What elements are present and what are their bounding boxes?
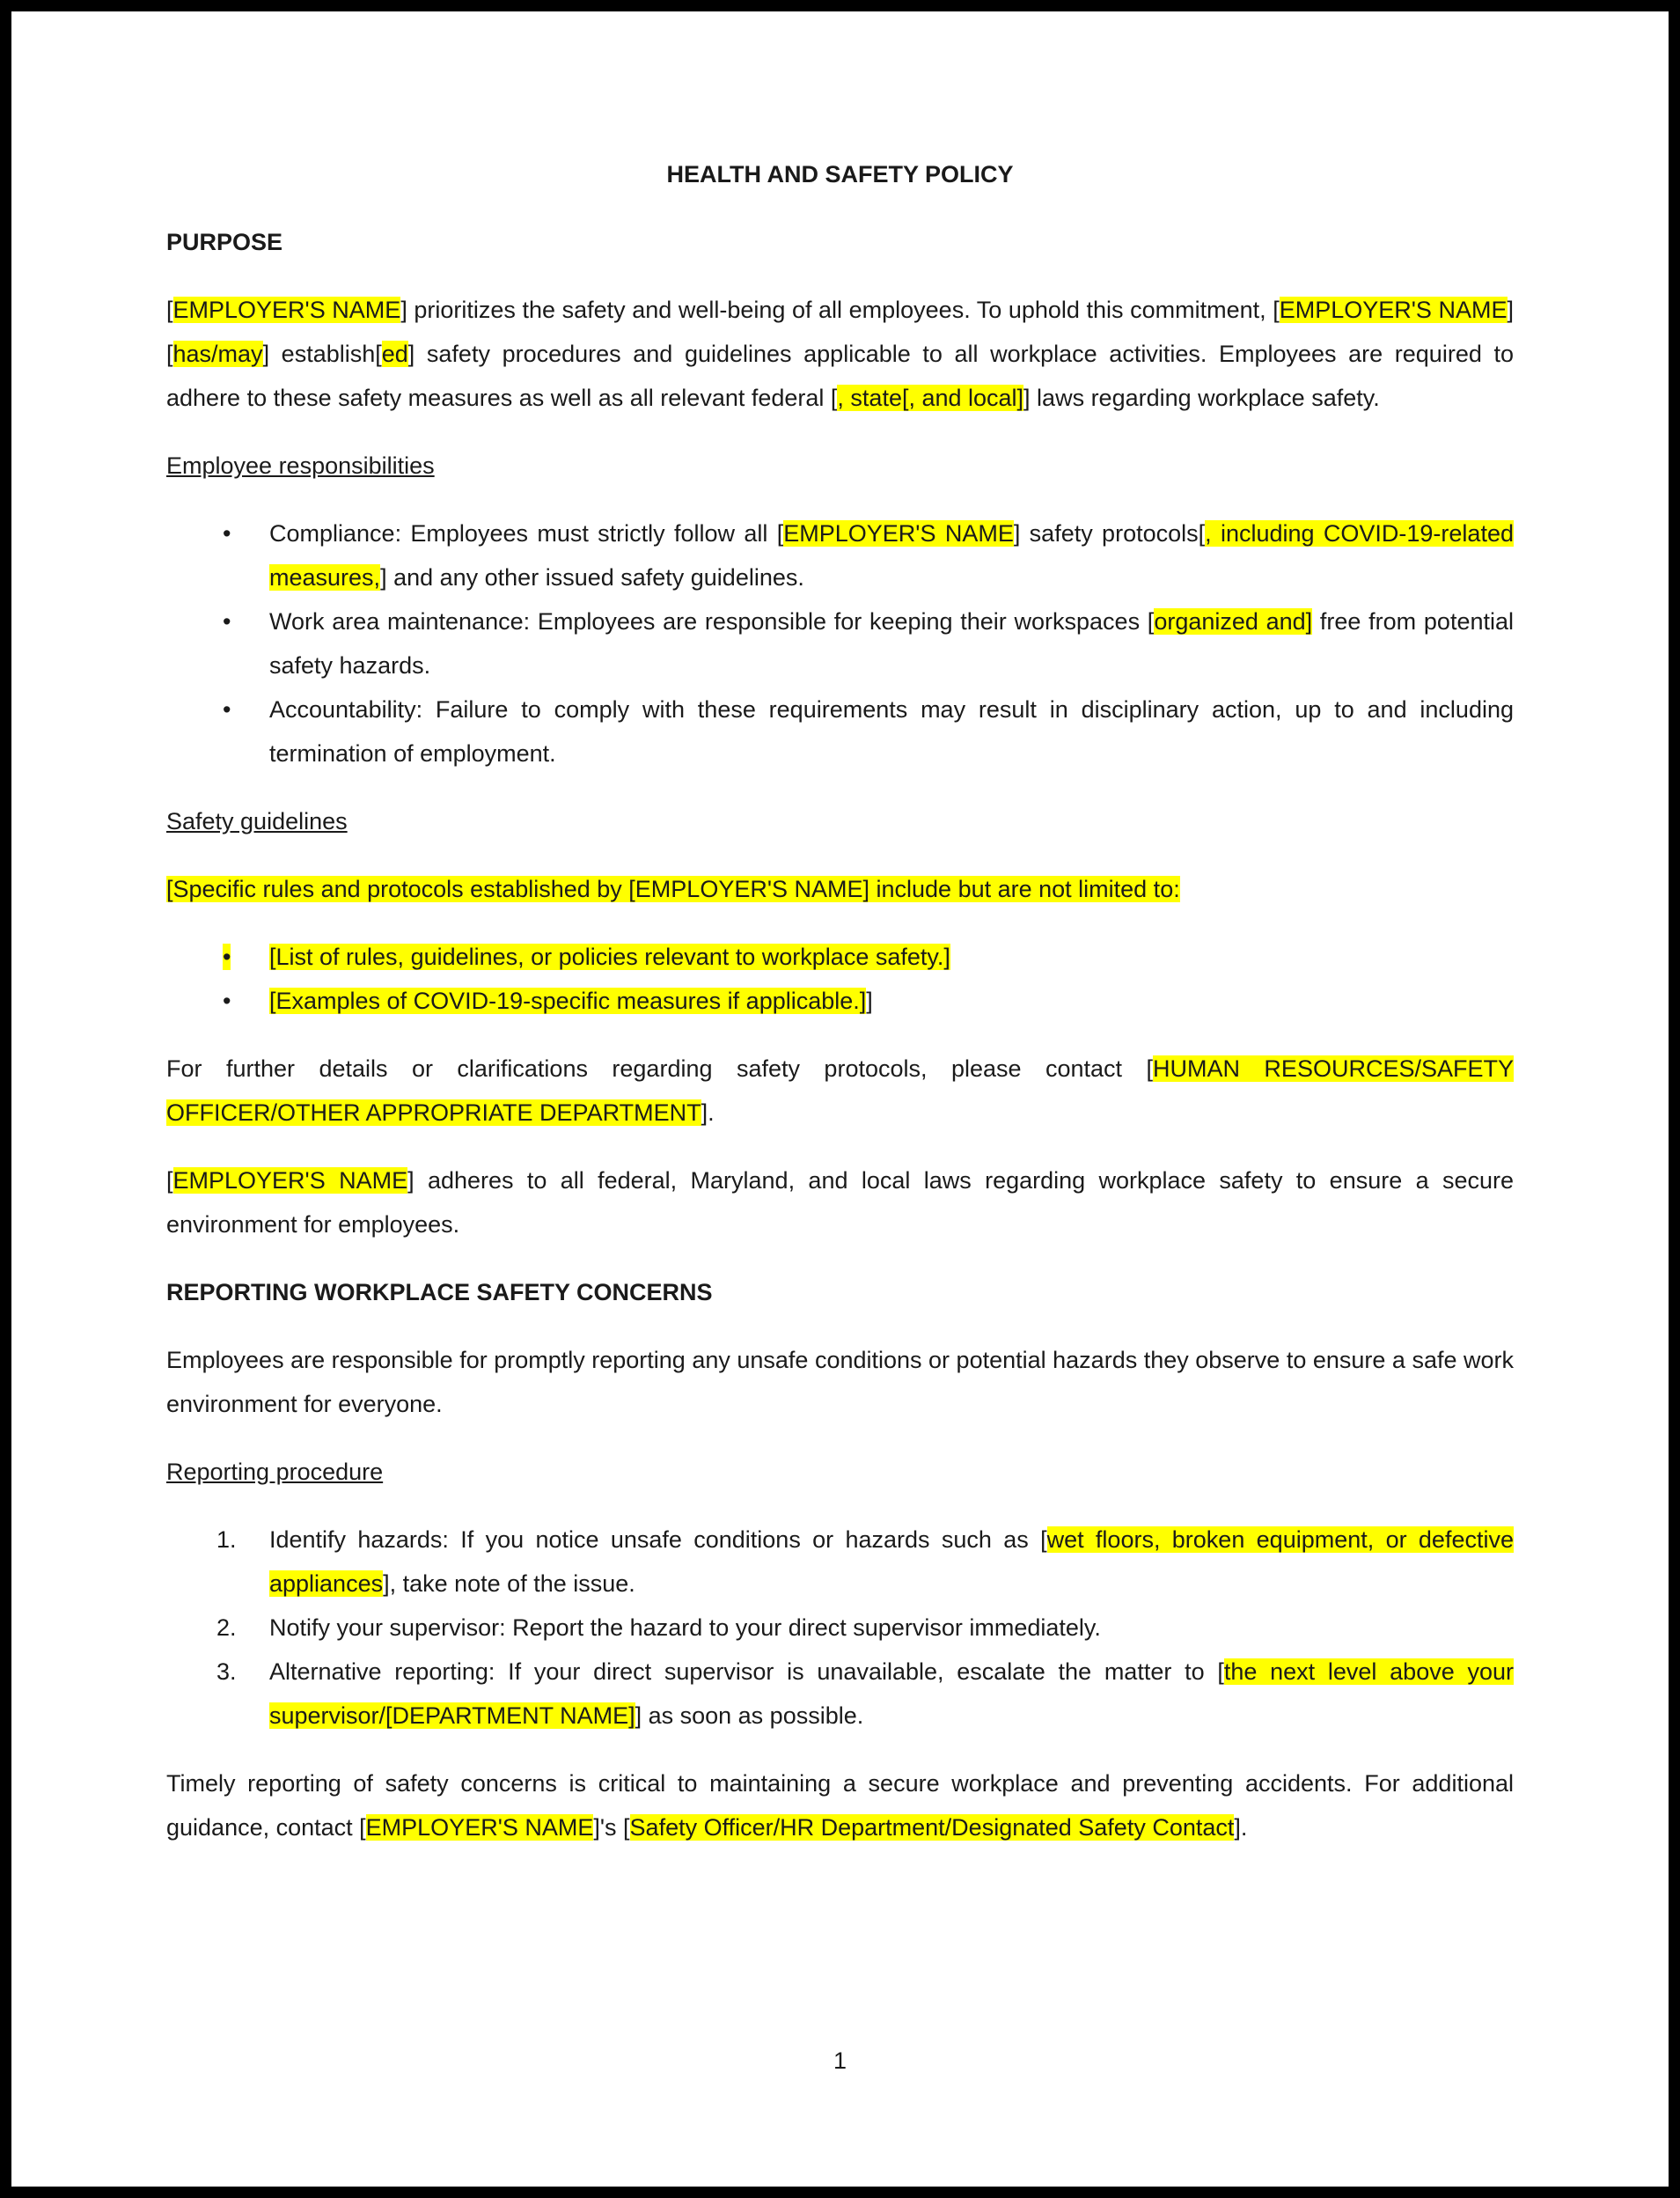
number-label: 2.: [216, 1614, 237, 1641]
number-label: 1.: [216, 1526, 237, 1553]
list-reporting-steps: [166, 1518, 1514, 1738]
number-label: 3.: [216, 1658, 237, 1685]
highlighted-placeholder-text: HUMAN RESOURCES/SAFETY OFFICER/OTHER APPROPRIATE DEPARTMENT: [166, 1055, 1514, 1126]
highlighted-placeholder-text: ed: [381, 341, 408, 367]
text-segment: [: [166, 1167, 173, 1194]
text-segment: ] laws regarding workplace safety.: [1023, 385, 1380, 411]
highlighted-placeholder-text: EMPLOYER'S NAME: [1279, 297, 1508, 323]
text-segment: ], take note of the issue.: [383, 1570, 635, 1597]
list-item-identify-hazards: [166, 1518, 1514, 1606]
bullet-marker: [166, 979, 269, 1023]
highlighted-placeholder-text: EMPLOYER'S NAME: [172, 297, 401, 323]
number-marker: [166, 1650, 269, 1738]
text-segment: free from potential safety hazards.: [269, 608, 1514, 679]
list-item-work-area-maintenance: [166, 599, 1514, 687]
list-item-text: [269, 935, 1514, 979]
text-segment: Employees are responsible for promptly reporting any unsafe conditions or potential hazards they observe to ensure a safe work environment for everyone.: [166, 1347, 1514, 1417]
text-segment: Compliance: Employees must strictly follow all [: [269, 520, 784, 547]
highlighted-placeholder-text: the next level above your supervisor/[DEPARTMENT NAME]: [269, 1658, 1514, 1729]
number-marker: [166, 1518, 269, 1606]
highlighted-placeholder-text: , including COVID-19-related measures,: [269, 520, 1514, 591]
text-segment: ] [: [166, 297, 1515, 367]
bullet-icon: •: [223, 520, 231, 547]
heading-safety-guidelines: Safety guidelines: [166, 808, 348, 834]
list-item-text: [269, 1606, 1514, 1650]
list-safety-guidelines: [166, 935, 1514, 1023]
highlighted-placeholder-text: organized and]: [1154, 608, 1313, 635]
list-item-text: [269, 511, 1514, 599]
highlighted-placeholder-text: Safety Officer/HR Department/Designated Safety Contact: [629, 1814, 1235, 1841]
bullet-marker: [166, 687, 269, 776]
list-item-text: [269, 1518, 1514, 1606]
text-segment: ] establish[: [262, 341, 382, 367]
highlighted-placeholder-text: [List of rules, guidelines, or policies relevant to workplace safety.]: [269, 944, 950, 970]
highlighted-placeholder-text: EMPLOYER'S NAME: [365, 1814, 594, 1841]
list-item-rules-placeholder: [166, 935, 1514, 979]
heading-reporting-concerns: REPORTING WORKPLACE SAFETY CONCERNS: [166, 1279, 713, 1305]
highlighted-placeholder-text: , state[, and local]: [837, 385, 1024, 411]
text-segment: Timely reporting of safety concerns is critical to maintaining a secure workplace and preventing accidents. For additional guidance, contact [: [166, 1770, 1514, 1841]
bullet-icon: •: [223, 696, 231, 723]
text-segment: Identify hazards: If you notice unsafe conditions or hazards such as [: [269, 1526, 1047, 1553]
text-segment: ] safety protocols[: [1013, 520, 1206, 547]
list-item-text: [269, 979, 1514, 1023]
text-segment: Accountability: Failure to comply with these requirements may result in disciplinary action, up to and including termination of employment.: [269, 696, 1514, 767]
heading-purpose: PURPOSE: [166, 229, 283, 255]
bullet-marker: [166, 935, 269, 979]
text-segment: Work area maintenance: Employees are responsible for keeping their workspaces [: [269, 608, 1155, 635]
text-segment: ] prioritizes the safety and well-being of all employees. To uphold this commitment, [: [400, 297, 1280, 323]
paragraph-compliance-laws: [166, 1158, 1514, 1246]
list-item-covid-examples-placeholder: [166, 979, 1514, 1023]
text-segment: ] safety procedures and guidelines applicable to all workplace activities. Employees are required to adhere to these safety measures as well as all relevant federal [: [166, 341, 1514, 411]
bullet-icon: •: [223, 988, 231, 1014]
highlighted-placeholder-text: EMPLOYER'S NAME: [783, 520, 1014, 547]
highlighted-placeholder-text: [Examples of COVID-19-specific measures if applicable.]: [269, 988, 867, 1014]
paragraph-contact-info: [166, 1047, 1514, 1135]
text-segment: ].: [1234, 1814, 1248, 1841]
text-segment: Alternative reporting: If your direct supervisor is unavailable, escalate the matter to [: [269, 1658, 1224, 1685]
bullet-marker: [166, 511, 269, 599]
text-segment: ] as soon as possible.: [635, 1702, 864, 1729]
page-number: 1: [833, 2047, 847, 2074]
list-employee-responsibilities: [166, 511, 1514, 776]
paragraph-timely-reporting: [166, 1761, 1514, 1849]
number-marker: [166, 1606, 269, 1650]
paragraph-reporting-intro: [166, 1338, 1514, 1426]
highlighted-placeholder-text: wet floors, broken equipment, or defective appliances: [269, 1526, 1514, 1597]
text-segment: For further details or clarifications regarding safety protocols, please contact [: [166, 1055, 1153, 1082]
list-item-text: [269, 687, 1514, 776]
text-segment: ] and any other issued safety guidelines.: [380, 564, 804, 591]
bullet-marker: [166, 599, 269, 687]
bullet-icon: •: [223, 944, 231, 970]
text-segment: ]'s [: [593, 1814, 630, 1841]
heading-employee-responsibilities: Employee responsibilities: [166, 452, 435, 479]
text-segment: ] adheres to all federal, Maryland, and local laws regarding workplace safety to ensure a secure environment for employees.: [166, 1167, 1514, 1238]
document-content: [11, 11, 1669, 1849]
text-segment: ].: [701, 1099, 715, 1126]
list-item-text: [269, 599, 1514, 687]
text-segment: [: [166, 297, 173, 323]
list-item-compliance: [166, 511, 1514, 599]
bullet-icon: •: [223, 608, 231, 635]
list-item-accountability: [166, 687, 1514, 776]
document-title: HEALTH AND SAFETY POLICY: [666, 161, 1014, 187]
text-segment: ]: [866, 988, 873, 1014]
paragraph-purpose-intro: [166, 288, 1514, 420]
list-item-notify-supervisor: [166, 1606, 1514, 1650]
text-segment: Notify your supervisor: Report the hazard to your direct supervisor immediately.: [269, 1614, 1101, 1641]
paragraph-safety-guidelines-intro: [166, 867, 1514, 911]
heading-reporting-procedure: Reporting procedure: [166, 1459, 384, 1485]
list-item-text: [269, 1650, 1514, 1738]
highlighted-placeholder-text: has/may: [172, 341, 263, 367]
highlighted-placeholder-text: EMPLOYER'S NAME: [172, 1167, 408, 1194]
highlighted-placeholder-text: [Specific rules and protocols established by [EMPLOYER'S NAME] include but are not limited to:: [166, 876, 1180, 902]
list-item-alternative-reporting: [166, 1650, 1514, 1738]
